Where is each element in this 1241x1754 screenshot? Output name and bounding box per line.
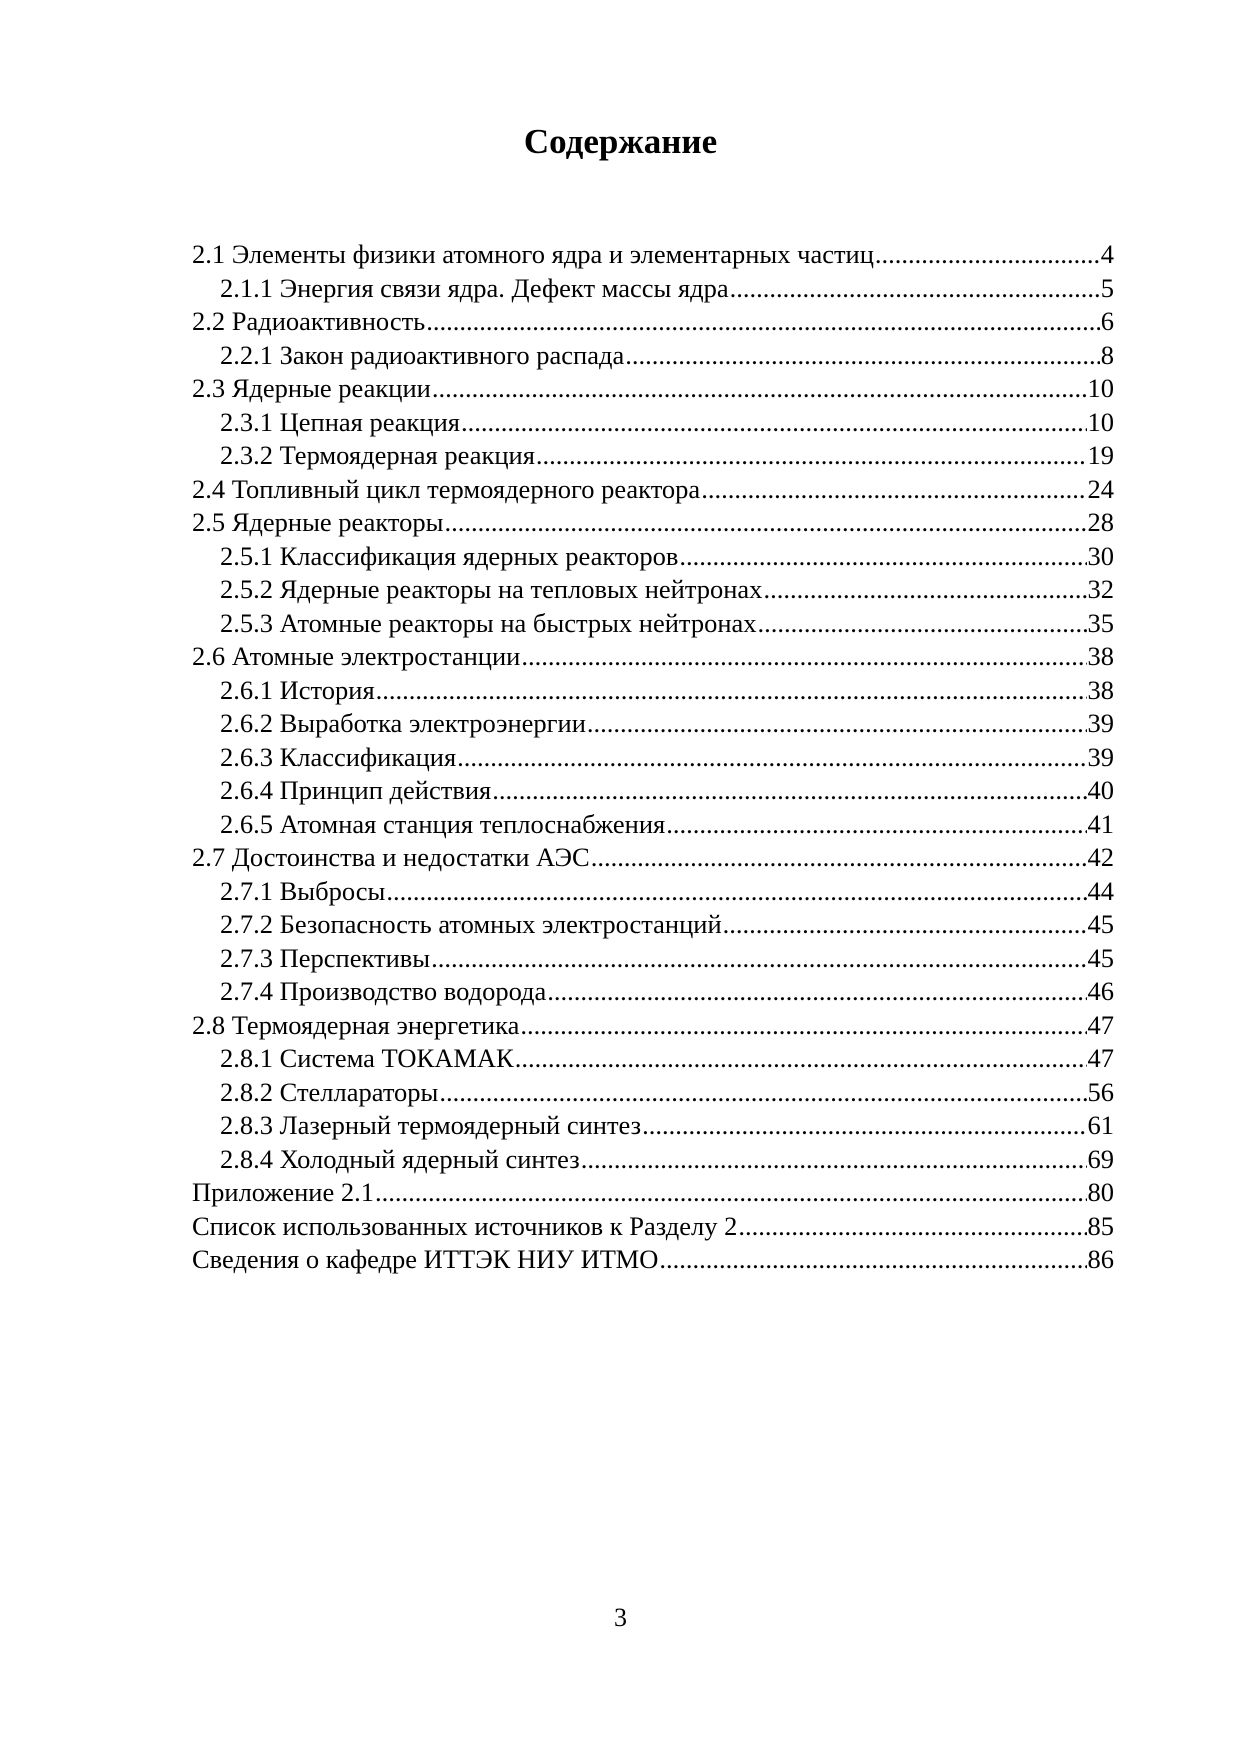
toc-dot-leader xyxy=(515,1042,1087,1076)
toc-entry-label: 2.6.1 История xyxy=(220,674,375,705)
toc-entry[interactable] xyxy=(192,439,1114,473)
toc-entry-page: 38 xyxy=(1087,674,1114,705)
toc-entry[interactable] xyxy=(192,1243,1114,1277)
toc-entry-page: 45 xyxy=(1087,909,1114,939)
toc-entry[interactable] xyxy=(192,406,1114,440)
toc-entry-page: 24 xyxy=(1087,473,1114,504)
toc-dot-leader xyxy=(730,272,1100,306)
toc-entry-page: 56 xyxy=(1087,1076,1114,1107)
toc-entry-page: 45 xyxy=(1087,942,1114,973)
toc-dot-leader xyxy=(492,774,1086,808)
toc-entry[interactable] xyxy=(192,1076,1114,1110)
toc-entry[interactable] xyxy=(192,1176,1114,1210)
toc-entry[interactable] xyxy=(192,238,1114,272)
toc-dot-leader xyxy=(758,607,1087,641)
toc-entry-label: 2.7.1 Выбросы xyxy=(220,875,386,906)
toc-entry-label: 2.6.3 Классификация xyxy=(220,741,457,772)
toc-entry-page: 39 xyxy=(1087,708,1114,738)
page-number: 3 xyxy=(614,1603,627,1632)
toc-entry-page: 47 xyxy=(1087,1043,1114,1073)
toc-entry[interactable] xyxy=(192,808,1114,842)
toc-entry-label: 2.6.2 Выработка электроэнергии xyxy=(220,708,586,738)
toc-entry-page: 10 xyxy=(1087,406,1114,437)
toc-dot-leader xyxy=(679,540,1086,574)
toc-entry-label: 2.3 Ядерные реакции xyxy=(192,373,431,403)
toc-entry[interactable] xyxy=(192,1210,1114,1244)
toc-dot-leader xyxy=(457,741,1086,775)
toc-dot-leader xyxy=(386,875,1086,909)
page-title: Содержание xyxy=(523,122,718,161)
toc-dot-leader xyxy=(591,841,1087,875)
toc-entry-label: 2.8.4 Холодный ядерный синтез xyxy=(220,1143,580,1174)
toc-entry-label: Список использованных источников к Разделу 2 xyxy=(192,1210,738,1241)
toc-entry-label: 2.1 Элементы физики атомного ядра и элементарных частиц xyxy=(192,239,874,269)
toc-entry[interactable] xyxy=(192,774,1114,808)
toc-entry-page: 86 xyxy=(1087,1244,1114,1274)
toc-entry-label: 2.8.2 Стеллараторы xyxy=(220,1076,439,1107)
toc-entry[interactable] xyxy=(192,272,1114,306)
toc-entry-page: 28 xyxy=(1087,507,1114,537)
toc-dot-leader xyxy=(659,1243,1086,1277)
toc-dot-leader xyxy=(547,975,1086,1009)
toc-dot-leader xyxy=(431,942,1086,976)
toc-entry[interactable] xyxy=(192,1109,1114,1143)
toc-entry[interactable] xyxy=(192,506,1114,540)
toc-entry-page: 42 xyxy=(1087,842,1114,872)
toc-dot-leader xyxy=(521,640,1086,674)
toc-dot-leader xyxy=(426,305,1100,339)
toc-entry-page: 6 xyxy=(1100,306,1114,336)
toc-entry-page: 5 xyxy=(1100,272,1114,303)
toc-entry-page: 35 xyxy=(1087,607,1114,638)
toc-dot-leader xyxy=(581,1143,1087,1177)
toc-entry-page: 39 xyxy=(1087,741,1114,772)
toc-dot-leader xyxy=(642,1109,1086,1143)
toc-entry-label: 2.7.4 Производство водорода xyxy=(220,976,547,1006)
toc-entry-page: 19 xyxy=(1087,440,1114,470)
toc-entry-label: 2.8 Термоядерная энергетика xyxy=(192,1009,520,1040)
toc-entry-label: 2.1.1 Энергия связи ядра. Дефект массы ядра xyxy=(220,272,729,303)
toc-entry-page: 46 xyxy=(1087,976,1114,1006)
toc-entry-label: Приложение 2.1 xyxy=(192,1177,374,1207)
toc-entry[interactable] xyxy=(192,305,1114,339)
toc-dot-leader xyxy=(738,1210,1086,1244)
toc-entry-page: 47 xyxy=(1087,1009,1114,1040)
toc-entry[interactable] xyxy=(192,707,1114,741)
toc-entry-label: 2.3.2 Термоядерная реакция xyxy=(220,440,535,470)
toc-dot-leader xyxy=(375,1176,1087,1210)
toc-dot-leader xyxy=(520,1009,1086,1043)
toc-entry-label: 2.7.2 Безопасность атомных электростанций xyxy=(220,909,722,939)
toc-entry-page: 80 xyxy=(1087,1177,1114,1207)
toc-entry-label: 2.7 Достоинства и недостатки АЭС xyxy=(192,842,590,872)
toc-entry-page: 38 xyxy=(1087,641,1114,671)
toc-entry[interactable] xyxy=(192,640,1114,674)
toc-entry-page: 44 xyxy=(1087,875,1114,906)
toc-dot-leader xyxy=(763,573,1086,607)
toc-entry[interactable] xyxy=(192,942,1114,976)
toc-entry-page: 4 xyxy=(1100,239,1114,269)
toc-entry[interactable] xyxy=(192,674,1114,708)
toc-entry-label: 2.6 Атомные электростанции xyxy=(192,641,521,671)
toc-entry-label: 2.6.4 Принцип действия xyxy=(220,775,492,805)
toc-dot-leader xyxy=(625,339,1100,373)
toc-entry[interactable] xyxy=(192,607,1114,641)
toc-dot-leader xyxy=(875,238,1100,272)
toc-entry-label: 2.5.1 Классификация ядерных реакторов xyxy=(220,540,679,571)
table-of-contents xyxy=(192,238,1114,1277)
toc-entry-page: 69 xyxy=(1087,1143,1114,1174)
toc-entry-label: 2.7.3 Перспективы xyxy=(220,942,431,973)
toc-entry-page: 10 xyxy=(1087,373,1114,403)
toc-dot-leader xyxy=(461,406,1087,440)
toc-dot-leader xyxy=(376,674,1087,708)
toc-entry[interactable] xyxy=(192,841,1114,875)
toc-entry-label: Сведения о кафедре ИТТЭК НИУ ИТМО xyxy=(192,1244,659,1274)
toc-entry-page: 40 xyxy=(1087,775,1114,805)
toc-entry[interactable] xyxy=(192,908,1114,942)
toc-entry-label: 2.8.3 Лазерный термоядерный синтез xyxy=(220,1110,642,1140)
toc-entry[interactable] xyxy=(192,975,1114,1009)
toc-entry-label: 2.2.1 Закон радиоактивного распада xyxy=(220,339,625,370)
toc-entry-label: 2.8.1 Система ТОКАМАК xyxy=(220,1043,514,1073)
toc-dot-leader xyxy=(432,372,1087,406)
toc-entry-page: 32 xyxy=(1087,574,1114,604)
toc-entry[interactable] xyxy=(192,339,1114,373)
toc-dot-leader xyxy=(666,808,1086,842)
toc-entry-label: 2.5.2 Ядерные реакторы на тепловых нейтронах xyxy=(220,574,763,604)
toc-dot-leader xyxy=(701,473,1086,507)
toc-entry[interactable] xyxy=(192,540,1114,574)
toc-dot-leader xyxy=(444,506,1086,540)
toc-entry[interactable] xyxy=(192,473,1114,507)
toc-entry-page: 8 xyxy=(1100,339,1114,370)
toc-entry-label: 2.6.5 Атомная станция теплоснабжения xyxy=(220,808,666,839)
toc-dot-leader xyxy=(536,439,1087,473)
toc-dot-leader xyxy=(587,707,1087,741)
toc-entry[interactable] xyxy=(192,372,1114,406)
toc-entry-label: 2.4 Топливный цикл термоядерного реактора xyxy=(192,473,701,504)
toc-entry[interactable] xyxy=(192,1143,1114,1177)
toc-entry-page: 30 xyxy=(1087,540,1114,571)
toc-entry[interactable] xyxy=(192,1009,1114,1043)
toc-entry-label: 2.5 Ядерные реакторы xyxy=(192,507,444,537)
toc-dot-leader xyxy=(439,1076,1086,1110)
toc-entry-page: 41 xyxy=(1087,808,1114,839)
toc-entry-page: 85 xyxy=(1087,1210,1114,1241)
toc-entry-page: 61 xyxy=(1087,1110,1114,1140)
toc-entry-label: 2.5.3 Атомные реакторы на быстрых нейтронах xyxy=(220,607,757,638)
toc-entry[interactable] xyxy=(192,875,1114,909)
toc-entry[interactable] xyxy=(192,573,1114,607)
toc-entry[interactable] xyxy=(192,1042,1114,1076)
toc-entry[interactable] xyxy=(192,741,1114,775)
toc-dot-leader xyxy=(723,908,1087,942)
toc-entry-label: 2.2 Радиоактивность xyxy=(192,306,426,336)
toc-entry-label: 2.3.1 Цепная реакция xyxy=(220,406,460,437)
